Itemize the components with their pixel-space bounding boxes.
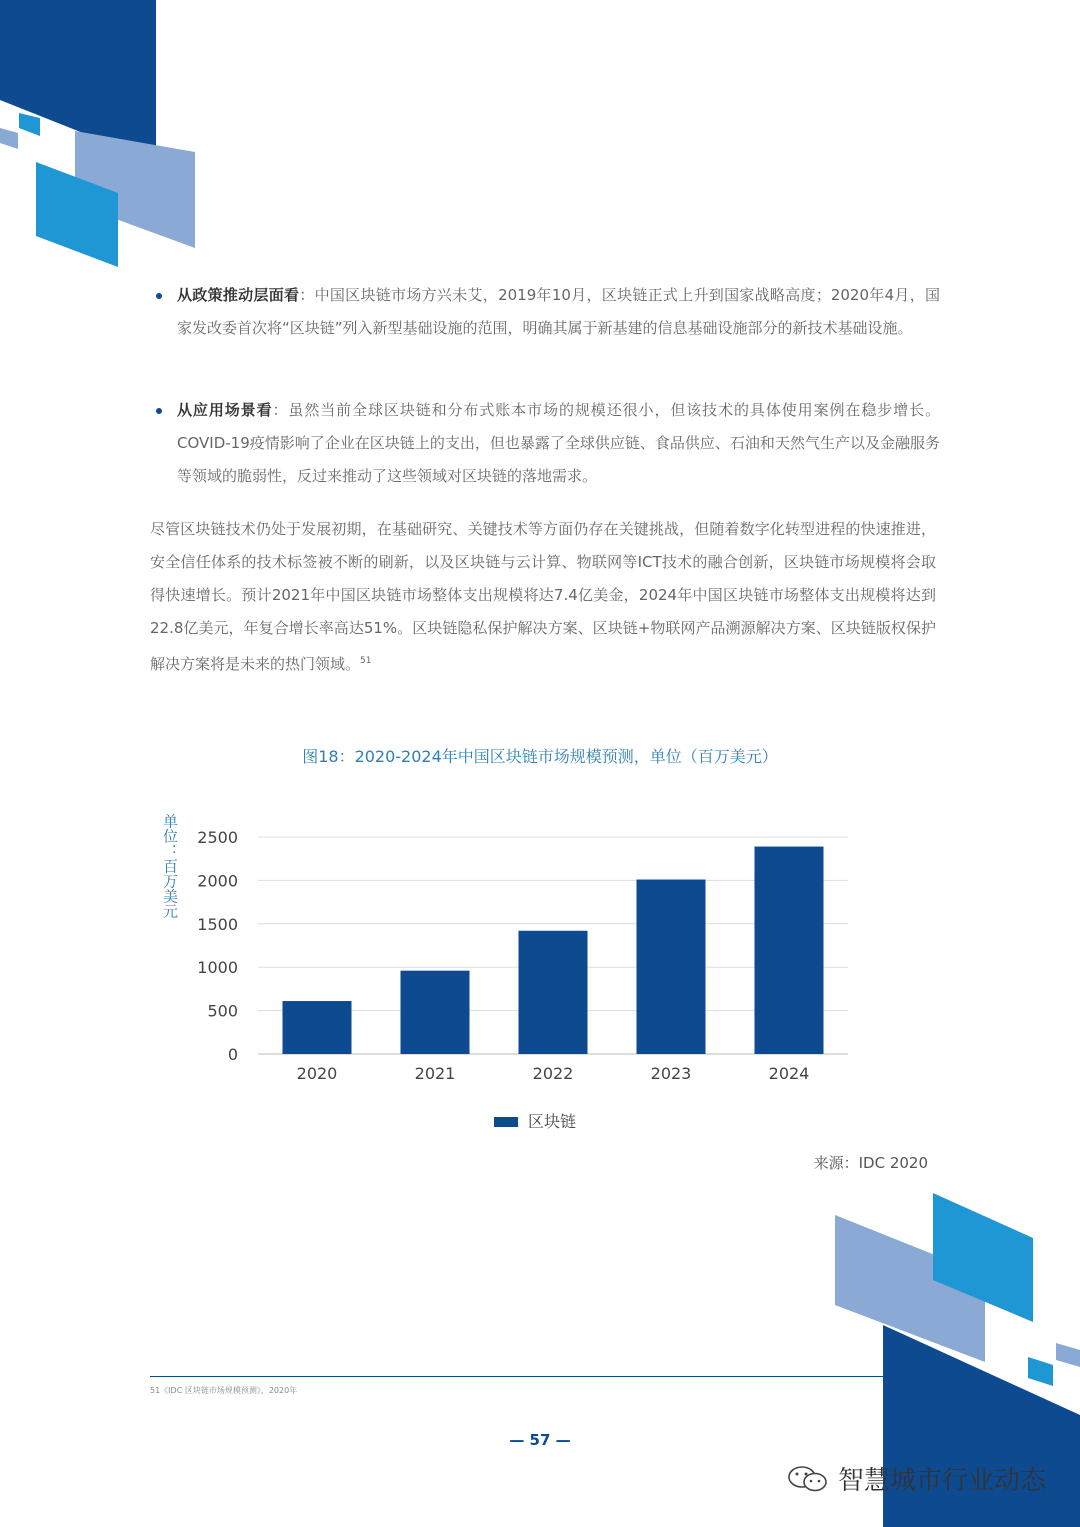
y-axis-label: 单位：百万美元 [161,813,179,919]
y-tick-label: 1000 [197,958,238,978]
y-tick-label: 2500 [197,828,238,847]
y-tick-label: 0 [227,1045,238,1064]
legend-swatch [494,1117,518,1127]
wechat-icon [786,1464,830,1494]
bullet-lead: 从政策推动层面看 [177,286,300,304]
bullet-dot [156,293,162,299]
chart-title: 图18：2020-2024年中国区块链市场规模预测，单位（百万美元） [302,747,778,766]
source-note: 来源：IDC 2020 [813,1154,928,1172]
bar-2024 [755,847,824,1054]
paragraph-text: 尽管区块链技术仍处于发展初期，在基础研究、关键技术等方面仍存在关键挑战，但随着数字化转型进程的快速推进，安全信任体系的技术标签被不断的刷新，以及区块链与云计算、物联网等ICT技术的融合创新，区块链市场规模将会取得快速增长。预计2021年中国区块链市场整体支出规模将达7.4亿美金，2024年中国区块链市场整体支出规模将达到22.8亿美元，年复合增长率高达51%。区块链隐私保护解决方案、区块链+物联网产品溯源解决方案、区块链版权保护解决方案将是未来的热门领域。 [150,520,936,673]
brand-watermark [786,1460,1046,1497]
y-tick-label: 1500 [197,914,238,934]
bullet-item-application [150,394,940,493]
footnote-divider [150,1376,940,1377]
bar-2020 [283,1001,352,1054]
page-number: — 57 — [509,1431,571,1449]
bar-2023 [637,880,706,1054]
x-tick-label: 2024 [768,1064,810,1083]
footnote: 51《IDC 区块链市场规模预测》，2020年 [150,1386,298,1395]
bullet-text: ：虽然当前全球区块链和分布式账本市场的规模还很小，但该技术的具体使用案例在稳步增长。COVID-19疫情影响了企业在区块链上的支出，但也暴露了全球供应链、食品供应、石油和天然气生产以及金融服务等领域的脆弱性，反过来推动了这些领域对区块链的落地需求。 [177,401,940,485]
brand-name: 智慧城市行业动态 [837,1466,1046,1496]
bullet-dot [156,408,162,414]
x-tick-label: 2020 [296,1064,338,1083]
bullet-item-policy [150,279,940,345]
legend-label: 区块链 [528,1112,577,1131]
bullet-lead: 从应用场景看 [177,401,273,419]
footnote-ref: 51 [360,656,372,666]
y-tick-label: 2000 [197,871,238,891]
x-tick-label: 2021 [414,1064,456,1083]
bullet-text: ：中国区块链市场方兴未艾，2019年10月，区块链正式上升到国家战略高度；2020年4月，国家发改委首次将“区块链”列入新型基础设施的范围，明确其属于新基建的信息基础设施部分的新技术基础设施。 [177,286,940,337]
body-paragraph [150,513,936,681]
x-tick-label: 2023 [650,1064,692,1083]
bar-2022 [519,931,588,1054]
bar-2021 [401,971,470,1054]
y-tick-label: 500 [207,1001,238,1021]
bar-chart [150,810,870,1140]
x-tick-label: 2022 [532,1064,574,1083]
